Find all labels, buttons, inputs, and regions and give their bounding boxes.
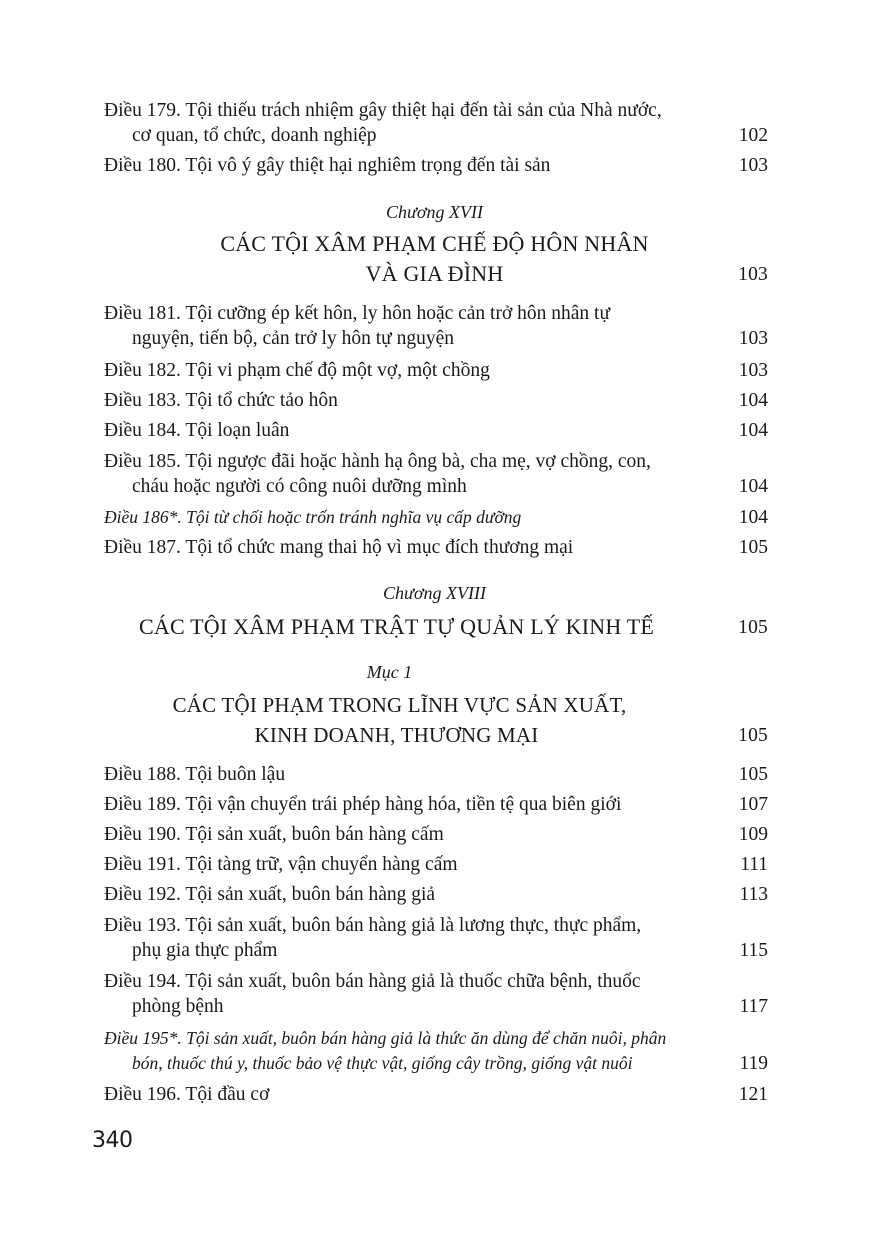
section-1-title-line2: KINH DOANH, THƯƠNG MẠI bbox=[254, 723, 539, 747]
toc-entry-line: Điều 195*. Tội sản xuất, buôn bán hàng giả là thức ăn dùng để chăn nuôi, phân bbox=[104, 1028, 667, 1048]
toc-entry-194 bbox=[104, 969, 768, 1019]
chapter-18-title: CÁC TỘI XÂM PHẠM TRẬT TỰ QUẢN LÝ KINH TẾ bbox=[139, 614, 654, 639]
toc-entry-185 bbox=[104, 449, 768, 499]
page-number: 119 bbox=[739, 1053, 768, 1074]
toc-entry-182 bbox=[104, 358, 768, 383]
toc-entry-line: Điều 186*. Tội từ chối hoặc trốn tránh nghĩa vụ cấp dưỡng bbox=[104, 507, 522, 527]
toc-entry-line: Điều 182. Tội vi phạm chế độ một vợ, một chồng bbox=[104, 360, 490, 381]
section-1-label: Mục 1 bbox=[366, 662, 413, 682]
chapter-17-label: Chương XVII bbox=[386, 202, 483, 222]
toc-entry-184 bbox=[104, 418, 768, 443]
toc-entry-183 bbox=[104, 388, 768, 413]
toc-entry-line: Điều 192. Tội sản xuất, buôn bán hàng giả bbox=[104, 884, 436, 905]
toc-entry-188 bbox=[104, 762, 768, 787]
toc-entry-line: Điều 185. Tội ngược đãi hoặc hành hạ ông bà, cha mẹ, vợ chồng, con, bbox=[104, 451, 651, 472]
page-number: 111 bbox=[740, 854, 768, 875]
toc-entry-line: Điều 187. Tội tổ chức mang thai hộ vì mục đích thương mại bbox=[104, 537, 574, 558]
page-number: 103 bbox=[738, 328, 768, 349]
toc-entry-190 bbox=[104, 822, 768, 847]
toc-entry-187 bbox=[104, 535, 768, 560]
page-number: 109 bbox=[738, 824, 768, 845]
toc-entry-line: Điều 196. Tội đầu cơ bbox=[104, 1084, 270, 1105]
toc-entry-195 bbox=[104, 1026, 768, 1076]
chapter-17-title-line2: VÀ GIA ĐÌNH bbox=[365, 261, 504, 286]
toc-entry-189 bbox=[104, 792, 768, 817]
page-number: 103 bbox=[738, 360, 768, 381]
toc-entry-line: Điều 183. Tội tổ chức tảo hôn bbox=[104, 390, 338, 411]
toc-entry-line: Điều 193. Tội sản xuất, buôn bán hàng giả là lương thực, thực phẩm, bbox=[104, 915, 642, 936]
page-number: 121 bbox=[738, 1084, 768, 1105]
page-number: 104 bbox=[738, 507, 768, 528]
chapter-17-title-line1: CÁC TỘI XÂM PHẠM CHẾ ĐỘ HÔN NHÂN bbox=[220, 231, 649, 256]
toc-entry-line: Điều 191. Tội tàng trữ, vận chuyển hàng cấm bbox=[104, 854, 458, 875]
page-number: 104 bbox=[738, 476, 768, 497]
page-number: 105 bbox=[738, 725, 768, 746]
page-number: 107 bbox=[738, 794, 768, 815]
toc-entry-line: Điều 188. Tội buôn lậu bbox=[104, 764, 286, 785]
page-number: 117 bbox=[739, 996, 768, 1017]
toc-entry-line: cơ quan, tổ chức, doanh nghiệp bbox=[132, 125, 377, 146]
page-number: 105 bbox=[738, 617, 768, 638]
toc-entry-191 bbox=[104, 852, 768, 877]
toc-entry-line: Điều 180. Tội vô ý gây thiệt hại nghiêm trọng đến tài sản bbox=[104, 155, 551, 176]
toc-entry-line: phụ gia thực phẩm bbox=[132, 940, 278, 961]
page-number: 105 bbox=[738, 537, 768, 558]
page-number: 105 bbox=[738, 764, 768, 785]
page-number: 103 bbox=[738, 155, 768, 176]
toc-entry-186 bbox=[104, 505, 768, 530]
toc-entry-196 bbox=[104, 1082, 768, 1107]
toc-entry-192 bbox=[104, 882, 768, 907]
page-number: 103 bbox=[738, 264, 768, 285]
toc-entry-180 bbox=[104, 153, 768, 178]
toc-entry-193 bbox=[104, 913, 768, 963]
toc-entry-line: Điều 179. Tội thiếu trách nhiệm gây thiệt hại đến tài sản của Nhà nước, bbox=[104, 100, 662, 121]
page-number: 115 bbox=[739, 940, 768, 961]
page-number: 104 bbox=[738, 420, 768, 441]
toc-entry-line: Điều 190. Tội sản xuất, buôn bán hàng cấm bbox=[104, 824, 444, 845]
toc-entry-line: Điều 181. Tội cưỡng ép kết hôn, ly hôn hoặc cản trở hôn nhân tự bbox=[104, 303, 611, 324]
toc-entry-line: Điều 184. Tội loạn luân bbox=[104, 420, 290, 441]
toc-entry-line: nguyện, tiến bộ, cản trở ly hôn tự nguyện bbox=[132, 328, 454, 349]
toc-entry-line: phòng bệnh bbox=[132, 996, 224, 1017]
page-number: 102 bbox=[738, 125, 768, 146]
toc-entry-line: Điều 189. Tội vận chuyển trái phép hàng hóa, tiền tệ qua biên giới bbox=[104, 794, 622, 815]
chapter-18-label: Chương XVIII bbox=[383, 583, 486, 603]
toc-entry-line: cháu hoặc người có công nuôi dưỡng mình bbox=[132, 476, 467, 497]
section-1-title-line1: CÁC TỘI PHẠM TRONG LĨNH VỰC SẢN XUẤT, bbox=[172, 693, 627, 717]
page-number: 104 bbox=[738, 390, 768, 411]
toc-entry-line: Điều 194. Tội sản xuất, buôn bán hàng giả là thuốc chữa bệnh, thuốc bbox=[104, 971, 641, 992]
toc-entry-179 bbox=[104, 98, 768, 148]
toc-entry-line: bón, thuốc thú y, thuốc bảo vệ thực vật, giống cây trồng, giống vật nuôi bbox=[132, 1053, 633, 1073]
folio-page-number: 340 bbox=[92, 1128, 133, 1153]
toc-entry-181 bbox=[104, 301, 768, 351]
page-number: 113 bbox=[739, 884, 768, 905]
